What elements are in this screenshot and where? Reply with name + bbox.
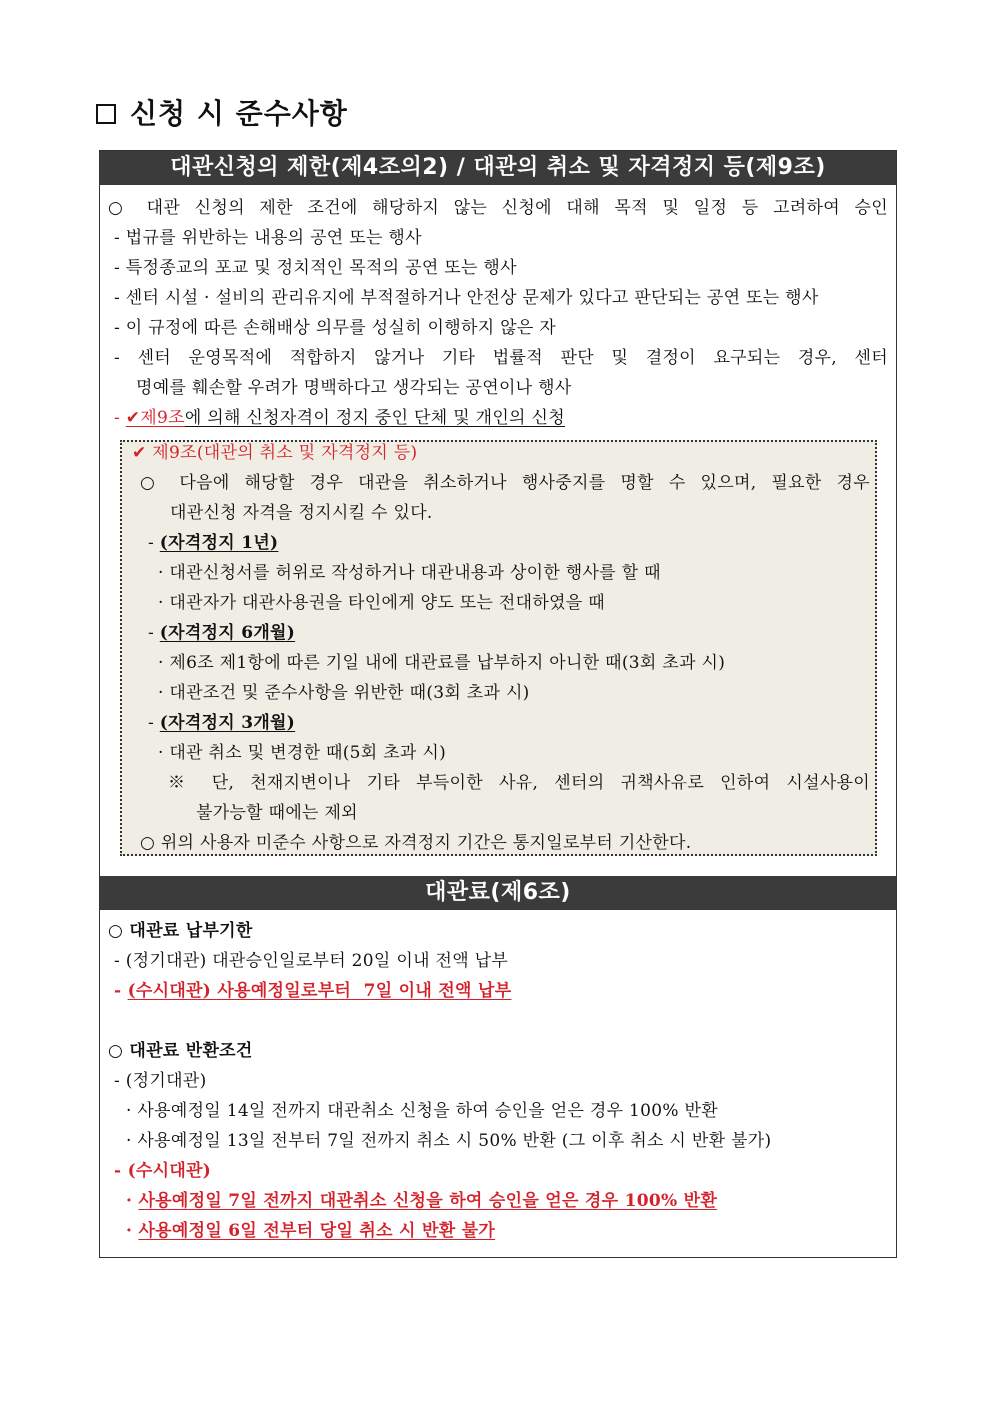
- group-3mo: [148, 712, 295, 734]
- exception-note-continued: 불가능할 때에는 제외: [196, 803, 358, 823]
- group-label: (자격정지 3개월): [159, 713, 296, 733]
- dash: -: [148, 623, 160, 643]
- dash: -: [114, 408, 126, 428]
- group-1yr: [148, 532, 278, 554]
- deadline-title: ○ 대관료 납부기한: [108, 921, 253, 941]
- deadline-adhoc-text: (수시대관) 사용예정일로부터 7일 이내 전액 납부: [127, 981, 512, 1001]
- group-item: · 대관자가 대관사용권을 타인에게 양도 또는 전대하였을 때: [158, 593, 605, 613]
- checkbox-square-icon: [96, 104, 116, 124]
- refund-title: ○ 대관료 반환조건: [108, 1041, 253, 1061]
- check-icon: ✔: [125, 408, 141, 428]
- group-label: (자격정지 1년): [159, 533, 279, 553]
- section1-item: - 센터 시설 · 설비의 관리유지에 부적절하거나 안전상 문제가 있다고 판단되는 공연 또는 행사: [114, 288, 819, 308]
- group-6mo: [148, 622, 295, 644]
- section1-item: - 특정종교의 포교 및 정치적인 목적의 공연 또는 행사: [114, 258, 517, 278]
- group-item: · 대관조건 및 준수사항을 위반한 때(3회 초과 시): [158, 683, 530, 703]
- article9-box: [120, 440, 877, 856]
- dash: -: [114, 981, 128, 1001]
- group-item: · 대관신청서를 허위로 작성하거나 대관내용과 상이한 행사를 할 때: [158, 563, 661, 583]
- bullet: ·: [126, 1221, 139, 1241]
- group-item: · 대관 취소 및 변경한 때(5회 초과 시): [158, 743, 446, 763]
- dash: -: [148, 533, 160, 553]
- article9-title-text: 제9조(대관의 취소 및 자격정지 등): [152, 443, 418, 463]
- dash: -: [148, 713, 160, 733]
- refund-adhoc-text: 사용예정일 6일 전부터 당일 취소 시 반환 불가: [138, 1221, 496, 1241]
- section2-header: 대관료(제6조): [100, 876, 896, 910]
- article9-footer: ○ 위의 사용자 미준수 사항으로 자격정지 기간은 통지일로부터 기산한다.: [140, 833, 692, 853]
- deadline-regular: - (정기대관) 대관승인일로부터 20일 이내 전액 납부: [114, 951, 509, 971]
- ref-text: 에 의해 신청자격이 정지 중인 단체 및 개인의 신청: [184, 408, 565, 428]
- refund-adhoc-label: - (수시대관): [114, 1161, 212, 1181]
- section1-item-continued: 명예를 훼손할 우려가 명백하다고 생각되는 공연이나 행사: [136, 378, 572, 398]
- section1-item-ref: [114, 407, 565, 429]
- content-frame: [99, 150, 897, 1258]
- refund-adhoc-text: 사용예정일 7일 전까지 대관취소 신청을 하여 승인을 얻은 경우 100% 반환: [138, 1191, 718, 1211]
- bullet: ·: [126, 1191, 139, 1211]
- refund-adhoc-item: [126, 1190, 717, 1212]
- section1-intro: ○ 대관 신청의 제한 조건에 해당하지 않는 신청에 대해 목적 및 일정 등 고려하여 승인: [108, 198, 888, 218]
- check-icon: ✔: [132, 443, 147, 463]
- group-label: (자격정지 6개월): [159, 623, 296, 643]
- article9-lead: ○ 다음에 해당할 경우 대관을 취소하거나 행사중지를 명할 수 있으며, 필요한 경우: [140, 473, 870, 493]
- refund-adhoc-item: [126, 1220, 495, 1242]
- refund-regular-item: · 사용예정일 13일 전부터 7일 전까지 취소 시 50% 반환 (그 이후 취소 시 반환 불가): [126, 1131, 772, 1151]
- section1-item: - 법규를 위반하는 내용의 공연 또는 행사: [114, 228, 422, 248]
- section1-header: 대관신청의 제한(제4조의2) / 대관의 취소 및 자격정지 등(제9조): [100, 151, 896, 185]
- section1-item: - 센터 운영목적에 적합하지 않거나 기타 법률적 판단 및 결정이 요구되는 경우, 센터: [114, 348, 888, 368]
- page-title: [96, 92, 348, 132]
- deadline-adhoc: [114, 980, 511, 1002]
- exception-note: ※ 단, 천재지변이나 기타 부득이한 사유, 센터의 귀책사유로 인하여 시설사용이: [168, 773, 870, 793]
- article9-title: [132, 442, 417, 464]
- section1-item: - 이 규정에 따른 손해배상 의무를 성실히 이행하지 않은 자: [114, 318, 556, 338]
- ref-link[interactable]: [126, 408, 185, 428]
- refund-regular-label: - (정기대관): [114, 1071, 207, 1091]
- ref-article-9: 제9조: [140, 408, 185, 428]
- page-title-text: 신청 시 준수사항: [130, 97, 348, 130]
- article9-lead-continued: 대관신청 자격을 정지시킬 수 있다.: [170, 503, 433, 523]
- group-item: · 제6조 제1항에 따른 기일 내에 대관료를 납부하지 아니한 때(3회 초과 시): [158, 653, 726, 673]
- refund-regular-item: · 사용예정일 14일 전까지 대관취소 신청을 하여 승인을 얻은 경우 100% 반환: [126, 1101, 718, 1121]
